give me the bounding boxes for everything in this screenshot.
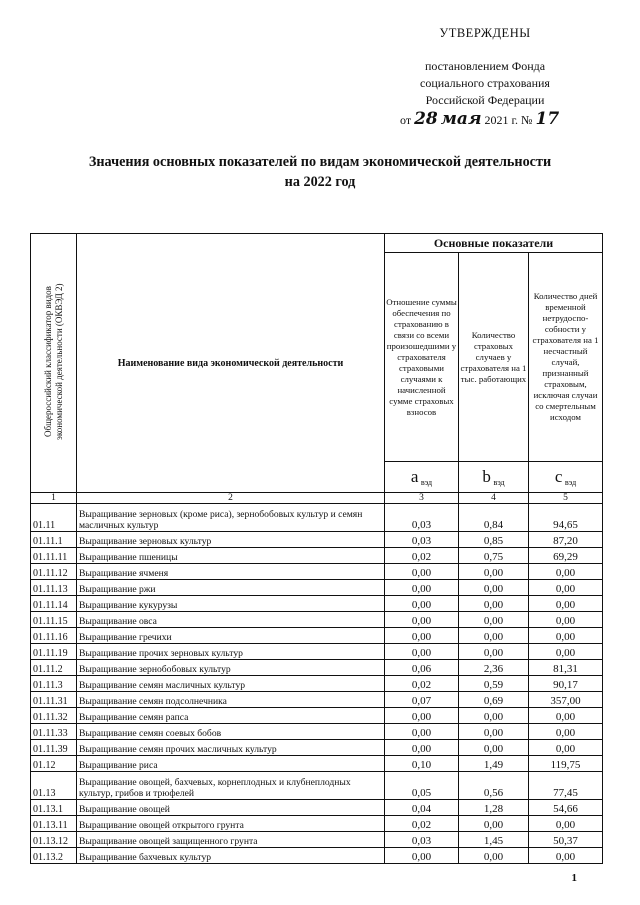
document-title — [40, 152, 600, 192]
value-a-cell: 0,00 — [385, 724, 459, 740]
value-c-cell: 0,00 — [529, 724, 603, 740]
date-month-handwritten: мая — [440, 109, 482, 129]
approval-line-3: Российской Федерации — [425, 93, 545, 107]
okved-code-cell: 01.11.19 — [31, 644, 77, 660]
value-b-cell: 1,28 — [459, 800, 529, 816]
okved-code-cell: 01.13.1 — [31, 800, 77, 816]
okved-code-cell: 01.11.13 — [31, 580, 77, 596]
okved-code-cell: 01.11.14 — [31, 596, 77, 612]
value-a-cell: 0,02 — [385, 676, 459, 692]
value-c-cell: 77,45 — [529, 772, 603, 800]
okved-code-cell: 01.11.11 — [31, 548, 77, 564]
value-b-cell: 0,69 — [459, 692, 529, 708]
date-year: 2021 г. № — [484, 113, 533, 127]
value-b-cell: 0,00 — [459, 612, 529, 628]
value-c-cell: 357,00 — [529, 692, 603, 708]
activity-name-cell: Выращивание кукурузы — [77, 596, 385, 612]
table-row — [31, 504, 603, 532]
value-b-cell: 1,49 — [459, 756, 529, 772]
value-c-cell: 119,75 — [529, 756, 603, 772]
page-number: 1 — [571, 872, 577, 884]
value-c-cell: 0,00 — [529, 564, 603, 580]
value-c-cell: 0,00 — [529, 848, 603, 864]
value-b-cell: 0,00 — [459, 628, 529, 644]
title-line-2: на 2022 год — [284, 174, 356, 190]
value-c-cell: 87,20 — [529, 532, 603, 548]
days-header: Количество дней временной нетрудоспо-собности у страхователя на 1 несчастный случай, признанный страховым, исключая случаи со смертельным исходом — [529, 253, 603, 462]
symbol-c: c $_{вэд}$ — [529, 462, 603, 493]
okved-code-cell: 01.11.3 — [31, 676, 77, 692]
value-a-cell: 0,06 — [385, 660, 459, 676]
value-a-cell: 0,05 — [385, 772, 459, 800]
table-row — [31, 756, 603, 772]
col-index-3: 3 — [385, 493, 459, 504]
table-row — [31, 740, 603, 756]
value-a-cell: 0,00 — [385, 740, 459, 756]
table-row — [31, 832, 603, 848]
table-row — [31, 596, 603, 612]
activity-name-cell: Выращивание зерновых (кроме риса), зернобобовых культур и семян масличных культур — [77, 504, 385, 532]
value-c-cell: 0,00 — [529, 596, 603, 612]
approval-line-1: постановлением Фонда — [424, 59, 546, 73]
value-a-cell: 0,04 — [385, 800, 459, 816]
value-c-cell: 54,66 — [529, 800, 603, 816]
table-body — [31, 504, 603, 864]
col-index-4: 4 — [459, 493, 529, 504]
value-c-cell: 0,00 — [529, 816, 603, 832]
indicators-table — [30, 233, 603, 864]
table-row — [31, 692, 603, 708]
okved-code-cell: 01.11.12 — [31, 564, 77, 580]
cases-header: Количество страховых случаев у страхователя на 1 тыс. работающих — [459, 253, 529, 462]
value-c-cell: 90,17 — [529, 676, 603, 692]
date-day-handwritten: 28 — [414, 109, 438, 129]
value-b-cell: 0,00 — [459, 644, 529, 660]
table-row — [31, 772, 603, 800]
value-b-cell: 0,00 — [459, 848, 529, 864]
activity-name-cell: Выращивание семян соевых бобов — [77, 724, 385, 740]
activity-name-header: Наименование вида экономической деятельности — [77, 234, 385, 493]
activity-name-cell: Выращивание зерновых культур — [77, 532, 385, 548]
value-b-cell: 0,84 — [459, 504, 529, 532]
activity-name-cell: Выращивание зернобобовых культур — [77, 660, 385, 676]
value-c-cell: 0,00 — [529, 740, 603, 756]
okved-code-cell: 01.11.31 — [31, 692, 77, 708]
value-a-cell: 0,00 — [385, 564, 459, 580]
table-row — [31, 848, 603, 864]
table-row — [31, 564, 603, 580]
symbol-a: a $_{вэд}$ — [385, 462, 459, 493]
table-row — [31, 628, 603, 644]
table-row — [31, 800, 603, 816]
okved-code-cell: 01.11 — [31, 504, 77, 532]
value-b-cell: 2,36 — [459, 660, 529, 676]
value-a-cell: 0,03 — [385, 832, 459, 848]
activity-name-cell: Выращивание прочих зерновых культур — [77, 644, 385, 660]
table-row — [31, 724, 603, 740]
col-index-5: 5 — [529, 493, 603, 504]
activity-name-cell: Выращивание семян прочих масличных культур — [77, 740, 385, 756]
value-b-cell: 1,45 — [459, 832, 529, 848]
ratio-header: Отношение суммы обеспечения по страхованию в связи со всеми произошедшими у страхователя страховыми случаями к начисленной сумме страховых взносов — [385, 253, 459, 462]
approval-heading: УТВЕРЖДЕНЫ — [439, 26, 531, 40]
document-number-handwritten: 17 — [535, 109, 560, 129]
value-c-cell: 50,37 — [529, 832, 603, 848]
activity-name-cell: Выращивание бахчевых культур — [77, 848, 385, 864]
value-a-cell: 0,00 — [385, 848, 459, 864]
value-b-cell: 0,85 — [459, 532, 529, 548]
activity-name-cell: Выращивание овощей защищенного грунта — [77, 832, 385, 848]
value-b-cell: 0,00 — [459, 580, 529, 596]
col-index-1: 1 — [31, 493, 77, 504]
value-c-cell: 0,00 — [529, 708, 603, 724]
value-a-cell: 0,02 — [385, 816, 459, 832]
table-row — [31, 816, 603, 832]
value-c-cell: 81,31 — [529, 660, 603, 676]
value-b-cell: 0,00 — [459, 564, 529, 580]
value-c-cell: 0,00 — [529, 628, 603, 644]
okved-code-cell: 01.11.15 — [31, 612, 77, 628]
value-a-cell: 0,02 — [385, 548, 459, 564]
okved-code-cell: 01.11.16 — [31, 628, 77, 644]
value-a-cell: 0,00 — [385, 708, 459, 724]
table-row — [31, 644, 603, 660]
activity-name-cell: Выращивание семян масличных культур — [77, 676, 385, 692]
table-row — [31, 548, 603, 564]
column-index-row — [31, 493, 603, 504]
title-line-1: Значения основных показателей по видам экономической деятельности — [88, 154, 552, 170]
value-a-cell: 0,00 — [385, 628, 459, 644]
table-row — [31, 708, 603, 724]
approval-line-2: социального страхования — [420, 76, 550, 90]
table-row — [31, 612, 603, 628]
activity-name-cell: Выращивание пшеницы — [77, 548, 385, 564]
okved-code-cell: 01.11.1 — [31, 532, 77, 548]
okved-code-cell: 01.12 — [31, 756, 77, 772]
value-b-cell: 0,00 — [459, 740, 529, 756]
activity-name-cell: Выращивание гречихи — [77, 628, 385, 644]
date-prefix: от — [400, 113, 412, 127]
value-a-cell: 0,00 — [385, 644, 459, 660]
col-index-2: 2 — [77, 493, 385, 504]
value-b-cell: 0,75 — [459, 548, 529, 564]
value-b-cell: 0,00 — [459, 596, 529, 612]
value-c-cell: 0,00 — [529, 580, 603, 596]
activity-name-cell: Выращивание овса — [77, 612, 385, 628]
main-indicators-header: Основные показатели — [385, 234, 603, 253]
value-c-cell: 0,00 — [529, 644, 603, 660]
okved-code-cell: 01.11.39 — [31, 740, 77, 756]
activity-name-cell: Выращивание семян рапса — [77, 708, 385, 724]
okved-code-cell: 01.11.2 — [31, 660, 77, 676]
okved-header: Общероссийский классификатор видов экономической деятельности (ОКВЭД 2) — [31, 234, 77, 493]
value-b-cell: 0,00 — [459, 816, 529, 832]
table-row — [31, 676, 603, 692]
value-b-cell: 0,59 — [459, 676, 529, 692]
value-a-cell: 0,03 — [385, 504, 459, 532]
activity-name-cell: Выращивание семян подсолнечника — [77, 692, 385, 708]
value-c-cell: 69,29 — [529, 548, 603, 564]
table-row — [31, 660, 603, 676]
okved-code-cell: 01.13.11 — [31, 816, 77, 832]
okved-code-cell: 01.11.32 — [31, 708, 77, 724]
activity-name-cell: Выращивание ячменя — [77, 564, 385, 580]
value-b-cell: 0,00 — [459, 724, 529, 740]
okved-code-cell: 01.13.12 — [31, 832, 77, 848]
activity-name-cell: Выращивание ржи — [77, 580, 385, 596]
value-c-cell: 94,65 — [529, 504, 603, 532]
symbol-b: b $_{вэд}$ — [459, 462, 529, 493]
activity-name-cell: Выращивание овощей открытого грунта — [77, 816, 385, 832]
value-c-cell: 0,00 — [529, 612, 603, 628]
value-a-cell: 0,07 — [385, 692, 459, 708]
okved-code-cell: 01.13 — [31, 772, 77, 800]
approval-block — [390, 25, 580, 129]
activity-name-cell: Выращивание овощей, бахчевых, корнеплодных и клубнеплодных культур, грибов и трюфелей — [77, 772, 385, 800]
value-b-cell: 0,00 — [459, 708, 529, 724]
okved-code-cell: 01.11.33 — [31, 724, 77, 740]
approval-date-line — [390, 111, 580, 129]
table-row — [31, 532, 603, 548]
value-a-cell: 0,00 — [385, 596, 459, 612]
value-a-cell: 0,10 — [385, 756, 459, 772]
value-a-cell: 0,00 — [385, 580, 459, 596]
table-row — [31, 580, 603, 596]
value-a-cell: 0,00 — [385, 612, 459, 628]
okved-code-cell: 01.13.2 — [31, 848, 77, 864]
value-a-cell: 0,03 — [385, 532, 459, 548]
activity-name-cell: Выращивание риса — [77, 756, 385, 772]
activity-name-cell: Выращивание овощей — [77, 800, 385, 816]
value-b-cell: 0,56 — [459, 772, 529, 800]
